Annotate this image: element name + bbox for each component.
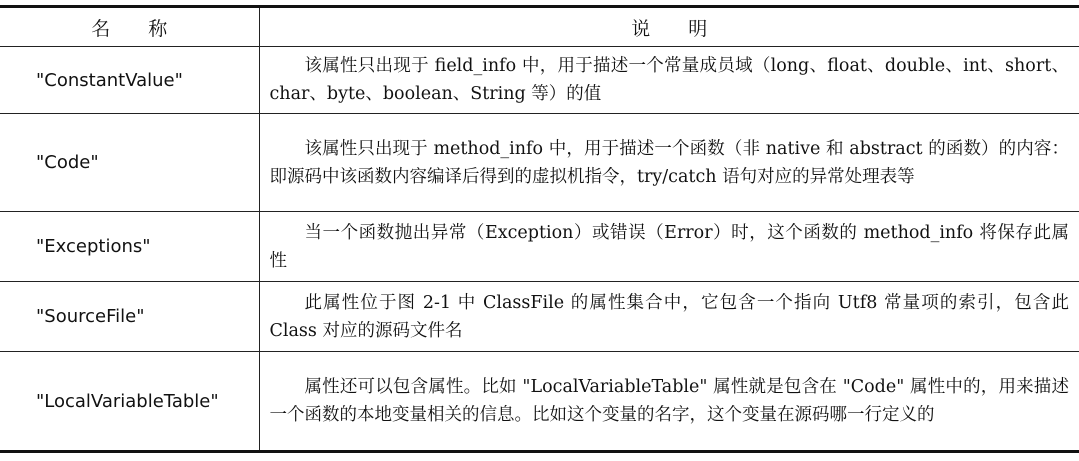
attribute-name-cell — [0, 282, 259, 352]
attribute-table — [0, 5, 1079, 453]
attribute-name-cell — [0, 47, 259, 114]
attribute-description: 该属性只出现于 method_info 中，用于描述一个函数（非 native 和 abstract 的函数）的内容：即源码中该函数内容编译后得到的虚拟机指令，try/catch 语句对应的异常处理表等 — [269, 138, 1069, 187]
attribute-description-cell — [259, 282, 1079, 352]
table-row — [0, 282, 1079, 352]
attribute-description-cell — [259, 47, 1079, 114]
attribute-description-cell — [259, 212, 1079, 282]
header-row — [0, 7, 1079, 47]
header-description — [259, 7, 1079, 47]
attribute-description-cell — [259, 114, 1079, 212]
table-row — [0, 47, 1079, 114]
attribute-name-cell — [0, 114, 259, 212]
header-name-label: 名 称 — [91, 17, 168, 40]
attribute-name-cell — [0, 212, 259, 282]
table-row — [0, 114, 1079, 212]
attribute-description: 此属性位于图 2-1 中 ClassFile 的属性集合中，它包含一个指向 Utf8 常量项的索引，包含此 Class 对应的源码文件名 — [269, 292, 1069, 341]
attribute-name: "SourceFile" — [36, 306, 145, 327]
header-name — [0, 7, 259, 47]
table-header — [0, 7, 1079, 47]
attribute-description: 该属性只出现于 field_info 中，用于描述一个常量成员域（long、float、double、int、short、char、byte、boolean、String 等）的值 — [269, 56, 1069, 104]
attribute-name: "LocalVariableTable" — [36, 390, 219, 412]
attribute-name: "Code" — [36, 152, 99, 173]
table-body — [0, 47, 1079, 452]
header-description-label: 说 明 — [631, 17, 708, 40]
table-row — [0, 352, 1079, 452]
table-row — [0, 212, 1079, 282]
attribute-description-cell — [259, 352, 1079, 452]
attribute-name: "Exceptions" — [36, 236, 151, 257]
attribute-name-cell — [0, 352, 259, 452]
attribute-description: 当一个函数抛出异常（Exception）或错误（Error）时，这个函数的 method_info 将保存此属性 — [269, 222, 1069, 271]
attribute-description: 属性还可以包含属性。比如 "LocalVariableTable" 属性就是包含在 "Code" 属性中的，用来描述一个函数的本地变量相关的信息。比如这个变量的名字，这个变量在源码哪一行定义的 — [269, 377, 1069, 425]
attribute-name: "ConstantValue" — [36, 69, 183, 91]
